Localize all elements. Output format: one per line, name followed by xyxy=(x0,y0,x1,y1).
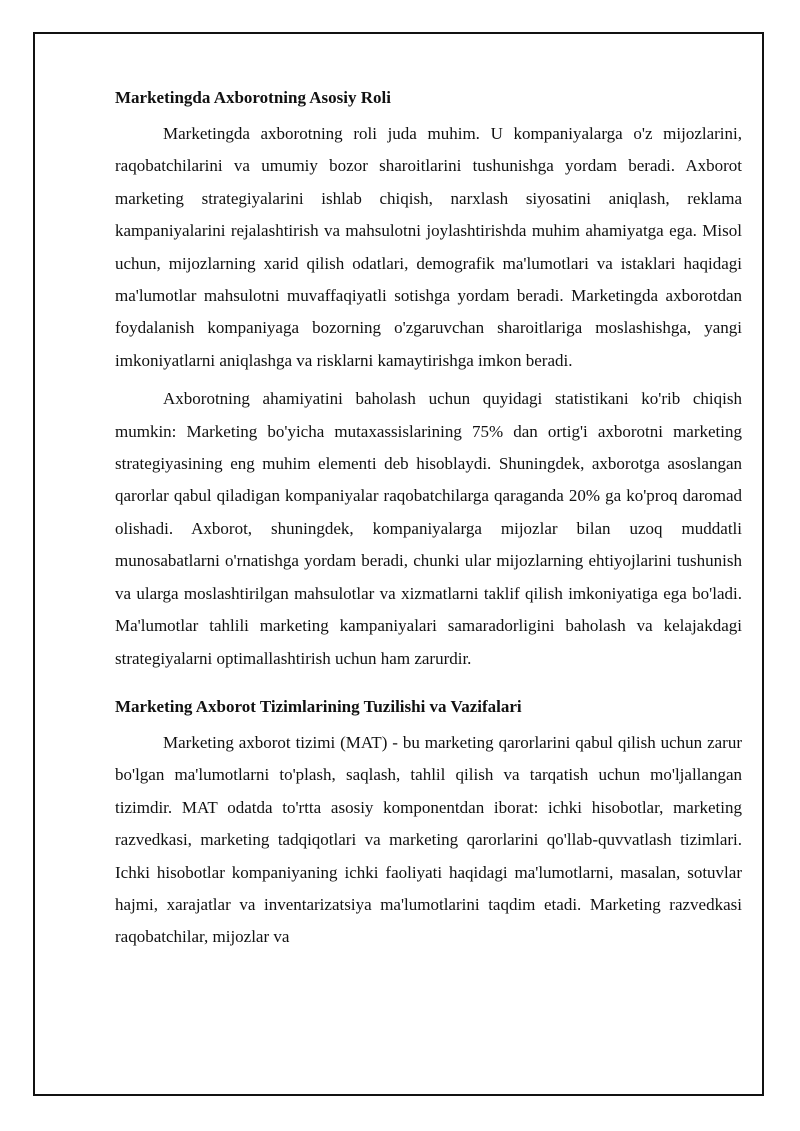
paragraph: Marketingda axborotning roli juda muhim. U kompaniyalarga o'z mijozlarini, raqobatchilarini va umumiy bozor sharoitlarini tushunishga yordam beradi. Axborot marketing strategiyalarini ishlab chiqish, narxlash siyosatini aniqlash, reklama kampaniyalarini rejalashtirish va mahsulotni joylashtirishda muhim ahamiyatga ega. Misol uchun, mijozlarning xarid qilish odatlari, demografik ma'lumotlari va istaklari haqidagi ma'lumotlar mahsulotni muvaffaqiyatli sotishga yordam beradi. Marketingda axborotdan foydalanish kompaniyaga bozorning o'zgaruvchan sharoitlariga moslashishga, yangi imkoniyatlarni aniqlashga va risklarni kamaytirishga imkon beradi. xyxy=(115,124,742,370)
paragraph: Axborotning ahamiyatini baholash uchun quyidagi statistikani ko'rib chiqish mumkin: Marketing bo'yicha mutaxassislarining 75% dan ortig'i axborotni marketing strategiyasining eng muhim elementi deb hisoblaydi. Shuningdek, axborotga asoslangan qarorlar qabul qiladigan kompaniyalar raqobatchilarga qaraganda 20% ga ko'proq daromad olishadi. Axborot, shuningdek, kompaniyalarga mijozlar bilan uzoq muddatli munosabatlarni o'rnatishga yordam beradi, chunki ular mijozlarning ehtiyojlarini tushunish va ularga moslashtirilgan mahsulotlar va xizmatlarni taklif qilish imkoniyatiga ega bo'ladi. Ma'lumotlar tahlili marketing kampaniyalari samaradorligini baholash va kelajakdagi strategiyalarni optimallashtirish uchun ham zarurdir. xyxy=(115,389,742,668)
document-body xyxy=(115,84,742,954)
section-heading: Marketing Axborot Tizimlarining Tuzilishi va Vazifalari xyxy=(115,696,522,716)
paragraph: Marketing axborot tizimi (MAT) - bu marketing qarorlarini qabul qilish uchun zarur bo'lgan ma'lumotlarni to'plash, saqlash, tahlil qilish va tarqatish uchun mo'ljallangan tizimdir. MAT odatda to'rtta asosiy komponentdan iborat: ichki hisobotlar, marketing razvedkasi, marketing tadqiqotlari va marketing qarorlarini qo'llab-quvvatlash tizimlari. Ichki hisobotlar kompaniyaning ichki faoliyati haqidagi ma'lumotlarni, masalan, sotuvlar hajmi, xarajatlar va inventarizatsiya ma'lumotlarini taqdim etadi. Marketing razvedkasi raqobatchilar, mijozlar va xyxy=(115,732,742,947)
section-heading: Marketingda Axborotning Asosiy Roli xyxy=(115,88,391,107)
